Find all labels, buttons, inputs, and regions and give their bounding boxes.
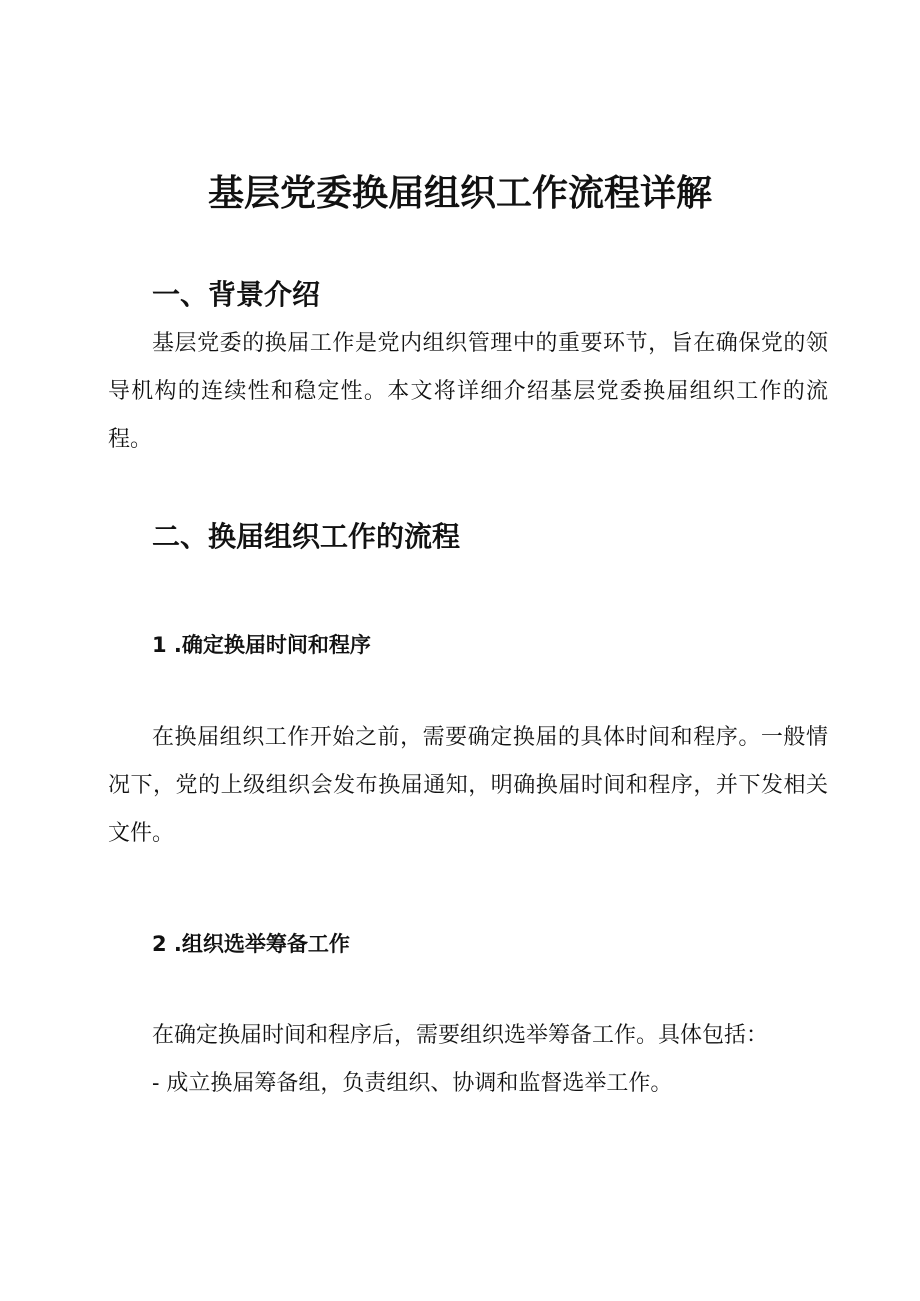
paragraph-background: 基层党委的换届工作是党内组织管理中的重要环节，旨在确保党的领导机构的连续性和稳定性。本文将详细介绍基层党委换届组织工作的流程。	[108, 331, 828, 452]
subsection-heading-1: 1 .确定换届时间和程序	[152, 633, 371, 657]
document-title: 基层党委换届组织工作流程详解	[207, 173, 712, 214]
paragraph-subsection-1: 在换届组织工作开始之前，需要确定换届的具体时间和程序。一般情况下，党的上级组织会发布换届通知，明确换届时间和程序，并下发相关文件。	[108, 725, 828, 846]
section-heading-process: 二、换届组织工作的流程	[152, 520, 461, 553]
section-heading-background: 一、背景介绍	[152, 278, 321, 311]
paragraph-subsection-2: 在确定换届时间和程序后，需要组织选举筹备工作。具体包括：	[152, 1023, 769, 1048]
subsection-heading-2: 2 .组织选举筹备工作	[152, 932, 350, 956]
bullet-item: - 成立换届筹备组，负责组织、协调和监督选举工作。	[152, 1071, 673, 1096]
